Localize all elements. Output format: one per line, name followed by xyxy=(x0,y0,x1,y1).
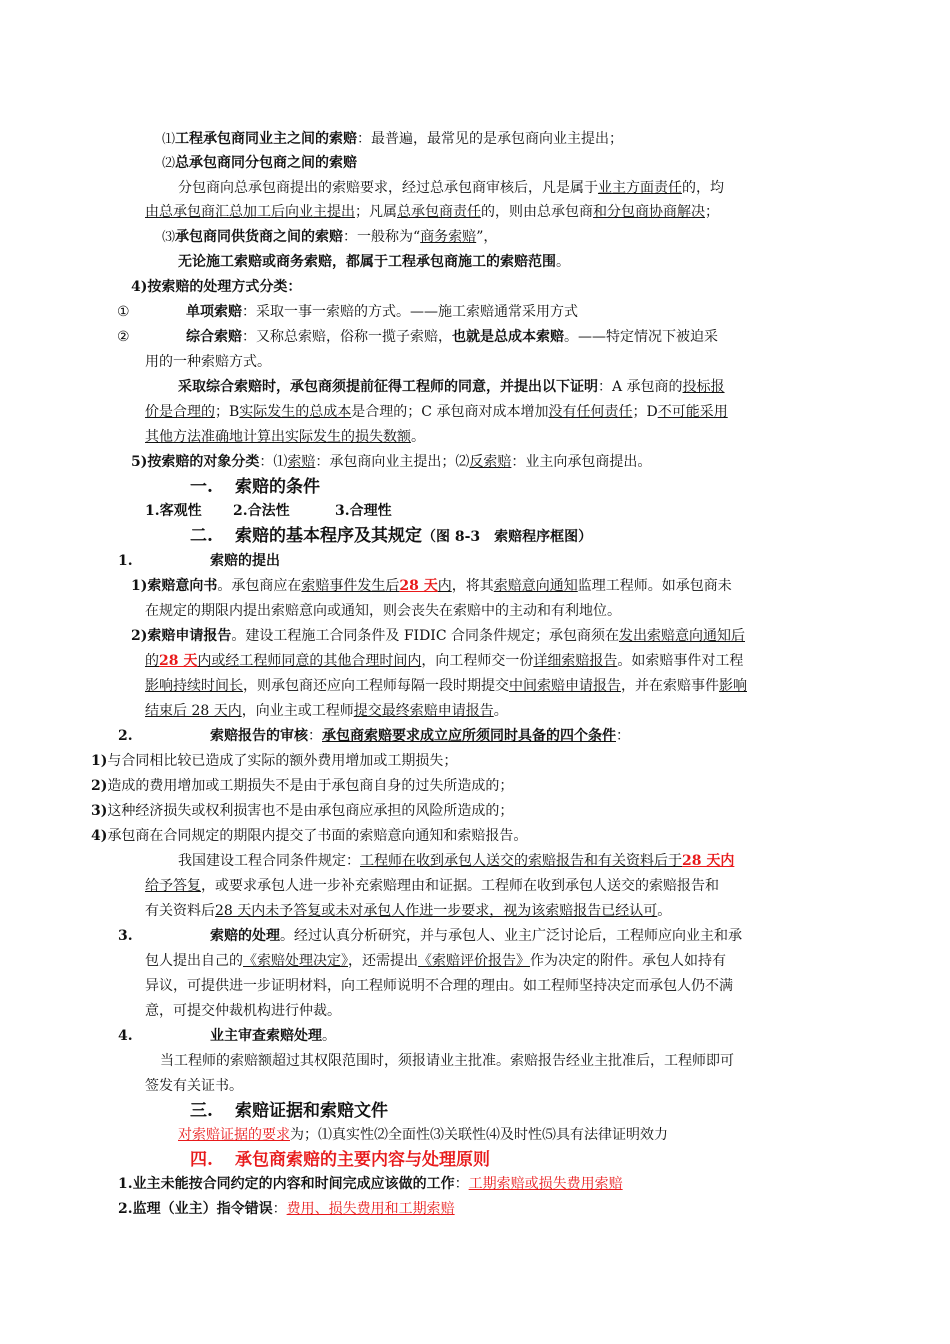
text-line: 3.合理性 xyxy=(335,503,392,519)
text-line: 对索赔证据的要求为；⑴真实性⑵全面性⑶关联性⑷及时性⑸具有法律证明效力 xyxy=(178,1127,668,1143)
text-line: 2. xyxy=(118,728,133,744)
text-line: 3)这种经济损失或权利损害也不是由承包商应承担的风险所造成的； xyxy=(91,803,514,819)
text-line: 由总承包商汇总加工后向业主提出；凡属总承包商责任的，则由总承包商和分包商协商解决； xyxy=(145,204,719,220)
text-line: 的28 天内或经工程师同意的其他合理时间内，向工程师交一份详细索赔报告。如索赔事件对工程 xyxy=(145,653,744,669)
text-line: ⑶承包商同供货商之间的索赔：一般称为“商务索赔”， xyxy=(162,229,498,245)
text-line: 综合索赔：又称总索赔，俗称一揽子索赔，也就是总成本索赔。——特定情况下被迫采 xyxy=(186,329,718,345)
section-heading: 索赔证据和索赔文件 xyxy=(235,1101,388,1121)
section-heading: 承包商索赔的主要内容与处理原则 xyxy=(235,1150,490,1170)
section-heading: 四. xyxy=(190,1150,213,1170)
text-line: 1.客观性 xyxy=(145,503,202,519)
text-line: 5)按索赔的对象分类：⑴索赔：承包商向业主提出；⑵反索赔：业主向承包商提出。 xyxy=(131,454,652,470)
section-heading: 二. xyxy=(190,526,213,546)
text-line: 价是合理的；B实际发生的总成本是合理的；C 承包商对成本增加没有任何责任；D不可能采用 xyxy=(145,404,728,420)
text-line: ① xyxy=(117,304,130,320)
text-line: ② xyxy=(117,329,130,345)
text-line: 无论施工索赔或商务索赔，都属于工程承包商施工的索赔范围。 xyxy=(178,254,570,270)
text-line: 4)按索赔的处理方式分类： xyxy=(131,279,302,295)
text-line: ⑴工程承包商同业主之间的索赔：最普遍，最常见的是承包商向业主提出； xyxy=(162,131,624,147)
text-line: 当工程师的索赔额超过其权限范围时，须报请业主批准。索赔报告经业主批准后，工程师即可 xyxy=(160,1053,734,1069)
text-line: 结束后 28 天内，向业主或工程师提交最终索赔申请报告。 xyxy=(145,703,508,719)
text-line: 签发有关证书。 xyxy=(145,1078,243,1094)
text-line: 2)造成的费用增加或工期损失不是由于承包商自身的过失所造成的； xyxy=(91,778,514,794)
text-line: 索赔的提出 xyxy=(210,553,280,569)
text-line: 2.合法性 xyxy=(233,503,290,519)
text-line: 4. xyxy=(118,1028,133,1044)
text-line: 单项索赔：采取一事一索赔的方式。——施工索赔通常采用方式 xyxy=(186,304,578,320)
text-line: 包人提出自己的《索赔处理决定》，还需提出《索赔评价报告》作为决定的附件。承包人如持有 xyxy=(145,953,726,969)
text-line: 2)索赔申请报告。建设工程施工合同条件及 FIDIC 合同条件规定；承包商须在发出索赔意向通知后 xyxy=(131,628,745,644)
text-line: 索赔的处理。经过认真分析研究，并与承包人、业主广泛讨论后，工程师应向业主和承 xyxy=(210,928,742,944)
text-line: 分包商向总承包商提出的索赔要求，经过总承包商审核后，凡是属于业主方面责任的，均 xyxy=(178,180,724,196)
text-line: 1.业主未能按合同约定的内容和时间完成应该做的工作：工期索赔或损失费用索赔 xyxy=(118,1176,623,1192)
text-line: 影响持续时间长，则承包商还应向工程师每隔一段时期提交中间索赔申请报告，并在索赔事件影响 xyxy=(145,678,747,694)
text-line: 3. xyxy=(118,928,133,944)
text-line: 1. xyxy=(118,553,133,569)
text-line: 2.监理（业主）指令错误：费用、损失费用和工期索赔 xyxy=(118,1201,455,1217)
section-heading: 索赔的基本程序及其规定（图 8-3 索赔程序框图） xyxy=(235,526,593,546)
text-line: 4)承包商在合同规定的期限内提交了书面的索赔意向通知和索赔报告。 xyxy=(91,828,528,844)
text-line: 我国建设工程合同条件规定：工程师在收到承包人送交的索赔报告和有关资料后于28 天内 xyxy=(178,853,735,869)
text-line: 用的一种索赔方式。 xyxy=(145,354,271,370)
text-line: 意，可提交仲裁机构进行仲裁。 xyxy=(145,1003,341,1019)
section-heading: 一. xyxy=(190,477,213,497)
text-line: 有关资料后28 天内未予答复或未对承包人作进一步要求，视为该索赔报告已经认可。 xyxy=(145,903,672,919)
text-line: 索赔报告的审核：承包商索赔要求成立应所须同时具备的四个条件： xyxy=(210,728,630,744)
text-line: 1)与合同相比较已造成了实际的额外费用增加或工期损失； xyxy=(91,753,458,769)
text-line: 其他方法准确地计算出实际发生的损失数额。 xyxy=(145,429,425,445)
text-line: ⑵总承包商同分包商之间的索赔 xyxy=(162,155,358,171)
text-line: 在规定的期限内提出索赔意向或通知，则会丧失在索赔中的主动和有利地位。 xyxy=(145,603,621,619)
section-heading: 三. xyxy=(190,1101,213,1121)
text-line: 采取综合索赔时，承包商须提前征得工程师的同意，并提出以下证明：A 承包商的投标报 xyxy=(178,379,725,395)
text-line: 业主审查索赔处理。 xyxy=(210,1028,336,1044)
text-line: 给予答复，或要求承包人进一步补充索赔理由和证据。工程师在收到承包人送交的索赔报告和 xyxy=(145,878,719,894)
text-line: 1)索赔意向书。承包商应在索赔事件发生后28 天内，将其索赔意向通知监理工程师。如承包商未 xyxy=(131,578,732,594)
text-line: 异议，可提供进一步证明材料，向工程师说明不合理的理由。如工程师坚持决定而承包人仍不满 xyxy=(145,978,733,994)
section-heading: 索赔的条件 xyxy=(235,477,320,497)
